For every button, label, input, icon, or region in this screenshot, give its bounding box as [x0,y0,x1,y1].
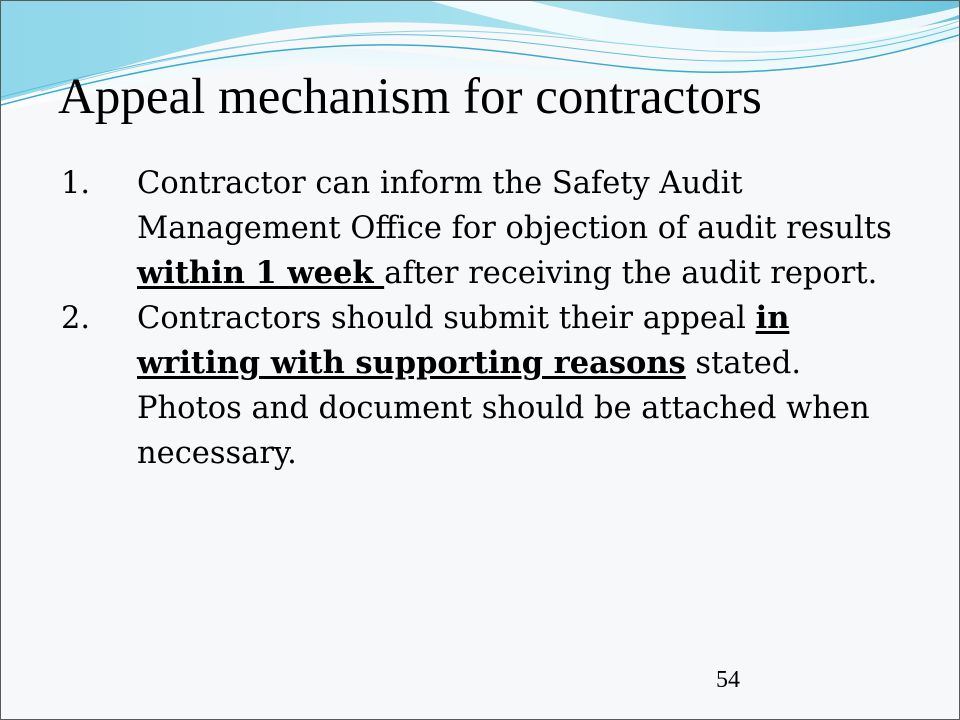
list-item-text: Contractor can inform the Safety Audit Management Office for objection of audit results [137,166,892,246]
page-number: 54 [716,667,740,693]
list-item [61,296,901,476]
emphasized-deadline: within 1 week [137,255,385,291]
list-item-number: 1. [61,166,91,201]
list-item-text-continued: stated. Photos and document should be attached when necessary. [137,346,870,471]
list-item-text-continued: after receiving the audit report. [384,256,878,291]
list-item-text: Contractors should submit their appeal [137,301,756,336]
emphasized-requirement: in writing with supporting reasons [137,300,790,381]
list-item [61,161,901,296]
numbered-list [61,161,901,476]
list-item-number: 2. [61,301,91,336]
slide-title: Appeal mechanism for contractors [58,69,762,125]
